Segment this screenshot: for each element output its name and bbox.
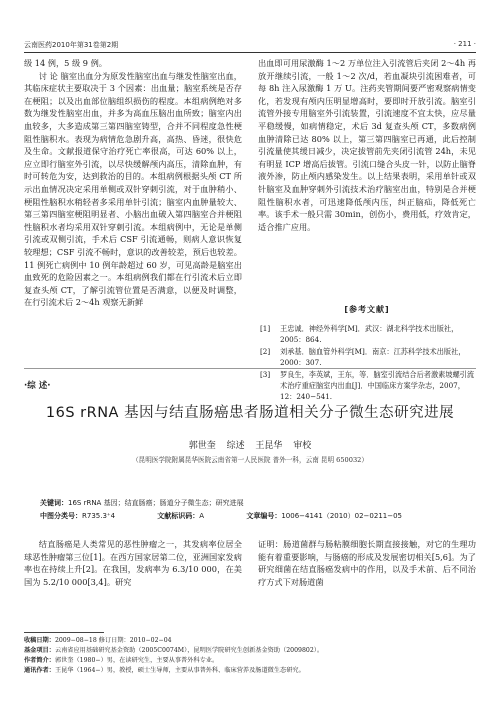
header-rule	[24, 52, 476, 53]
doc-code-value: A	[199, 512, 205, 520]
classification-line	[40, 511, 480, 521]
footnote-corresponding: 通讯作者：王昆华（1964−）男，教授，硕士生导师，主要从事普外科、临床营养及肠道微生态研究。	[24, 667, 305, 674]
reference-item	[258, 323, 476, 345]
journal-issue: 云南医药2010年第31卷第2期	[24, 41, 119, 49]
paragraph: 级 14 例，5 级 9 例。	[24, 58, 107, 68]
reference-item	[258, 369, 476, 402]
keywords-label: 关键词：	[40, 499, 68, 507]
article-number-label: 文章编号：	[246, 512, 282, 520]
paragraph: 出血即可用尿激酶 1～2 万单位注入引流管后夹闭 2～4h 再放开继续引流，一般 1～2 次/d，若血凝块引流困难者，可每 8h 注入尿激酶 1 万 U。注药夹管期间要严密观察病情变化，若发现有颅内压明显增高时，要即时开放引流。脑室引流管外接专用脑室外引流装置，引流速度不宜太快，应尽量平稳缓慢，如病情稳定，术后 3d 复查头颅 CT，多数病例血肿清除已达 80% 以上，第三第四脑室已再通，此后控制引流量使其缓日减少，决定拔管前先夹闭引流管 24h，未见有明显 ICP 增高后拔管。引流口缝合头皮一针，以防止脑脊液外渗，防止颅内感染发生。以上结果表明，采用单针或双针脑室及血肿穿刺外引流技术治疗脑室出血，特别是合并梗阻性脑积水者，可迅速降低颅内压，纠正脑疝，降低死亡率。该手术一般只需 30min，创伤小，费用低，疗效肯定，适合推广应用。	[258, 58, 476, 232]
lower-left-column	[24, 538, 242, 588]
footnote-rule	[24, 632, 104, 633]
classification-value: R735.3⁺4	[82, 512, 116, 520]
reference-number: [3]	[260, 370, 271, 379]
article-number-value: 1006−4141（2010）02−0211−05	[281, 512, 402, 520]
reference-text: 刘承基．脑血管外科学[M]．南京：江苏科学技术出版社，2000：307.	[280, 347, 466, 367]
discussion-paragraph: 讨 论 脑室出血分为原发性脑室出血与继发性脑室出血，其临床症状主要取决于 3 个因素：出血量；脑室系统是否存在梗阻；以及出血部位脑组织损伤的程度。本组病例绝对多数为继发性脑室出血，并多为高血压脑出血所致；脑室内出血较多，大多造成第三第四脑室铸型，合并不同程度急性梗阻性脑积水。表现为病情危急剧升高，高热、昏迷，很快危及生命。文献报道保守治疗死亡率很高，可达 60% 以上，应立即行脑室外引流，以尽快缓解颅内高压，清除血肿，有时可转危为安，达到救治的目的。本组病例根据头颅 CT 所示出血情况决定采用单侧或双针穿刺引流，对于血肿稍小、梗阻性脑积水稍轻者多采用单针引流；脑室内血肿量较大、第三第四脑室梗阻明显者、小脑出血破入第四脑室合并梗阻性脑积水者均采用双针穿刺引流。本组病例中，无论是单侧引流或双侧引流，手术后 CSF 引流通畅，则病人意识恢复较理想；CSF 引流不畅时，意识的改善较差，预后也较差。11 例死亡病例中 10 例年龄超过 60 岁，可见高龄是脑室出血致死的危险因素之一。本组病例我们都在行引流术后立即复查头颅 CT，了解引流管位置是否满意，以便及时调整，在行引流术后 2～4h 观察无新鲜	[24, 70, 242, 308]
footnote-funding: 基金项目：云南省应用基础研究基金资助（2005C0074M），昆明医学院研究生创新基金资助（2009802）。	[24, 647, 324, 654]
footnote-received: 收稿日期：2009−08−18 修订日期：2010−02−04	[24, 637, 172, 644]
reference-text: 王忠诚．神经外科学[M]．武汉：湖北科学技术出版社，2005：864.	[280, 324, 459, 344]
doc-code-label: 文献标识码：	[157, 512, 200, 520]
article-authors: 郭世奎 综述 王昆华 审校	[188, 441, 312, 451]
upper-left-column	[24, 57, 242, 309]
keywords-line	[40, 498, 480, 508]
lower-right-column	[258, 538, 476, 588]
references-heading: [参考文献]	[344, 305, 390, 314]
article-title: 16S rRNA 基因与结直肠癌患者肠道相关分子微生态研究进展	[45, 405, 455, 421]
reference-item	[258, 346, 476, 368]
classification-label: 中图分类号：	[40, 512, 82, 520]
author-affiliation: （昆明医学院附属昆华医院云南省第一人民医院 普外一科，云南 昆明 650032）	[132, 456, 368, 464]
footnote-author: 作者简介：郭世奎（1980−）男，在读研究生，主要从事普外科专业。	[24, 657, 219, 664]
running-head	[24, 38, 476, 50]
intro-paragraph-continued: 证明：肠道菌群与肠粘膜细胞长期直接接触，对它的生理功能有着重要影响，与肠癌的形成及发展密切相关[5,6]。为了研究细菌在结直肠癌发病中的作用，以及手术前、后不同治疗方式下对肠道菌	[258, 539, 476, 587]
reference-number: [1]	[260, 324, 271, 333]
section-divider	[24, 368, 476, 369]
reference-list	[258, 323, 476, 403]
upper-right-column	[258, 57, 476, 233]
section-tag: ·综 述·	[24, 381, 51, 391]
reference-number: [2]	[260, 347, 271, 356]
page-number: · 211 ·	[453, 40, 476, 48]
reference-text: 罗良生，李英斌，王东，等．脑室引流结合后者激素坡螺引流术治疗重症脑室内出血[J]．中国临床方案学杂志，2007，12：240−541.	[280, 370, 475, 401]
footnotes	[24, 636, 476, 676]
intro-paragraph: 结直肠癌是人类常见的恶性肿瘤之一，其发病率位居全球恶性肿瘤第三位[1]。在西方国家居第二位，亚洲国家发病率也在持续上升[2]。在我国，发病率为 6.3/10 000，在美国为 5.2/10 000[3,4]。研究	[24, 539, 242, 587]
keywords-value: 16S rRNA 基因；结直肠癌；肠道分子微生态；研究进展	[68, 499, 244, 507]
